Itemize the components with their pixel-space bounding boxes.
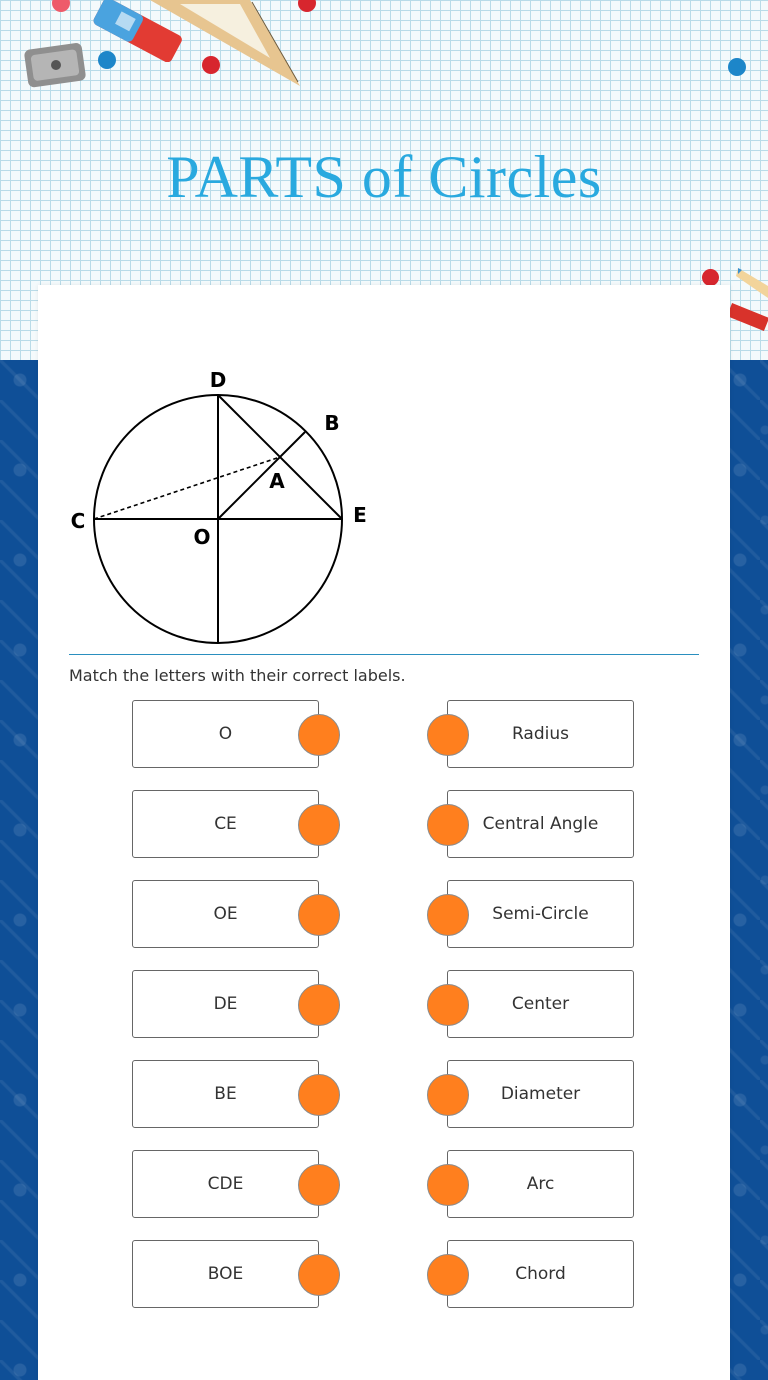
left-item-label: CDE [207, 1174, 244, 1194]
circle-diagram [60, 360, 380, 650]
right-connector-dot[interactable] [427, 1164, 469, 1206]
right-connector-dot[interactable] [427, 804, 469, 846]
right-item-label: Radius [511, 724, 569, 744]
divider [69, 654, 699, 655]
right-item-label: Arc [526, 1174, 555, 1194]
left-item-CDE[interactable] [132, 1150, 319, 1218]
left-item-BOE[interactable] [132, 1240, 319, 1308]
label-E: E [353, 503, 367, 527]
decor-dot [202, 56, 220, 74]
left-item-label: OE [213, 904, 238, 924]
right-item-radius[interactable] [447, 700, 634, 768]
left-connector-dot[interactable] [298, 1074, 340, 1116]
pencil-sharpener-icon [22, 40, 90, 90]
right-connector-dot[interactable] [427, 1074, 469, 1116]
instructions: Match the letters with their correct labels. [69, 666, 406, 685]
left-item-DE[interactable] [132, 970, 319, 1038]
left-connector-dot[interactable] [298, 1164, 340, 1206]
right-item-center[interactable] [447, 970, 634, 1038]
left-item-OE[interactable] [132, 880, 319, 948]
left-item-label: DE [213, 994, 238, 1014]
left-item-label: O [218, 724, 233, 744]
label-A: A [269, 469, 285, 493]
decor-dot [728, 58, 746, 76]
left-connector-dot[interactable] [298, 714, 340, 756]
left-connector-dot[interactable] [298, 1254, 340, 1296]
left-item-O[interactable] [132, 700, 319, 768]
label-O: O [193, 525, 211, 549]
decor-dot [702, 269, 719, 286]
label-C: C [70, 509, 86, 533]
left-item-label: BOE [207, 1264, 244, 1284]
right-connector-dot[interactable] [427, 894, 469, 936]
left-item-label: BE [214, 1084, 237, 1104]
left-item-CE[interactable] [132, 790, 319, 858]
left-connector-dot[interactable] [298, 804, 340, 846]
label-D: D [209, 368, 227, 392]
left-connector-dot[interactable] [298, 894, 340, 936]
right-item-label: Diameter [500, 1084, 581, 1104]
right-item-label: Center [511, 994, 570, 1014]
right-connector-dot[interactable] [427, 714, 469, 756]
right-connector-dot[interactable] [427, 1254, 469, 1296]
left-item-label: CE [214, 814, 237, 834]
left-connector-dot[interactable] [298, 984, 340, 1026]
right-item-chord[interactable] [447, 1240, 634, 1308]
right-item-arc[interactable] [447, 1150, 634, 1218]
right-connector-dot[interactable] [427, 984, 469, 1026]
right-item-label: Semi-Circle [492, 904, 589, 924]
right-item-central-angle[interactable] [447, 790, 634, 858]
page-title: PARTS of Circles [166, 144, 602, 210]
right-item-label: Chord [515, 1264, 566, 1284]
left-item-BE[interactable] [132, 1060, 319, 1128]
label-B: B [324, 411, 340, 435]
pencil-icon [728, 262, 768, 342]
right-item-label: Central Angle [482, 814, 599, 834]
right-item-semi-circle[interactable] [447, 880, 634, 948]
ruler-icon [150, 0, 302, 88]
right-item-diameter[interactable] [447, 1060, 634, 1128]
decor-dot [98, 51, 116, 69]
